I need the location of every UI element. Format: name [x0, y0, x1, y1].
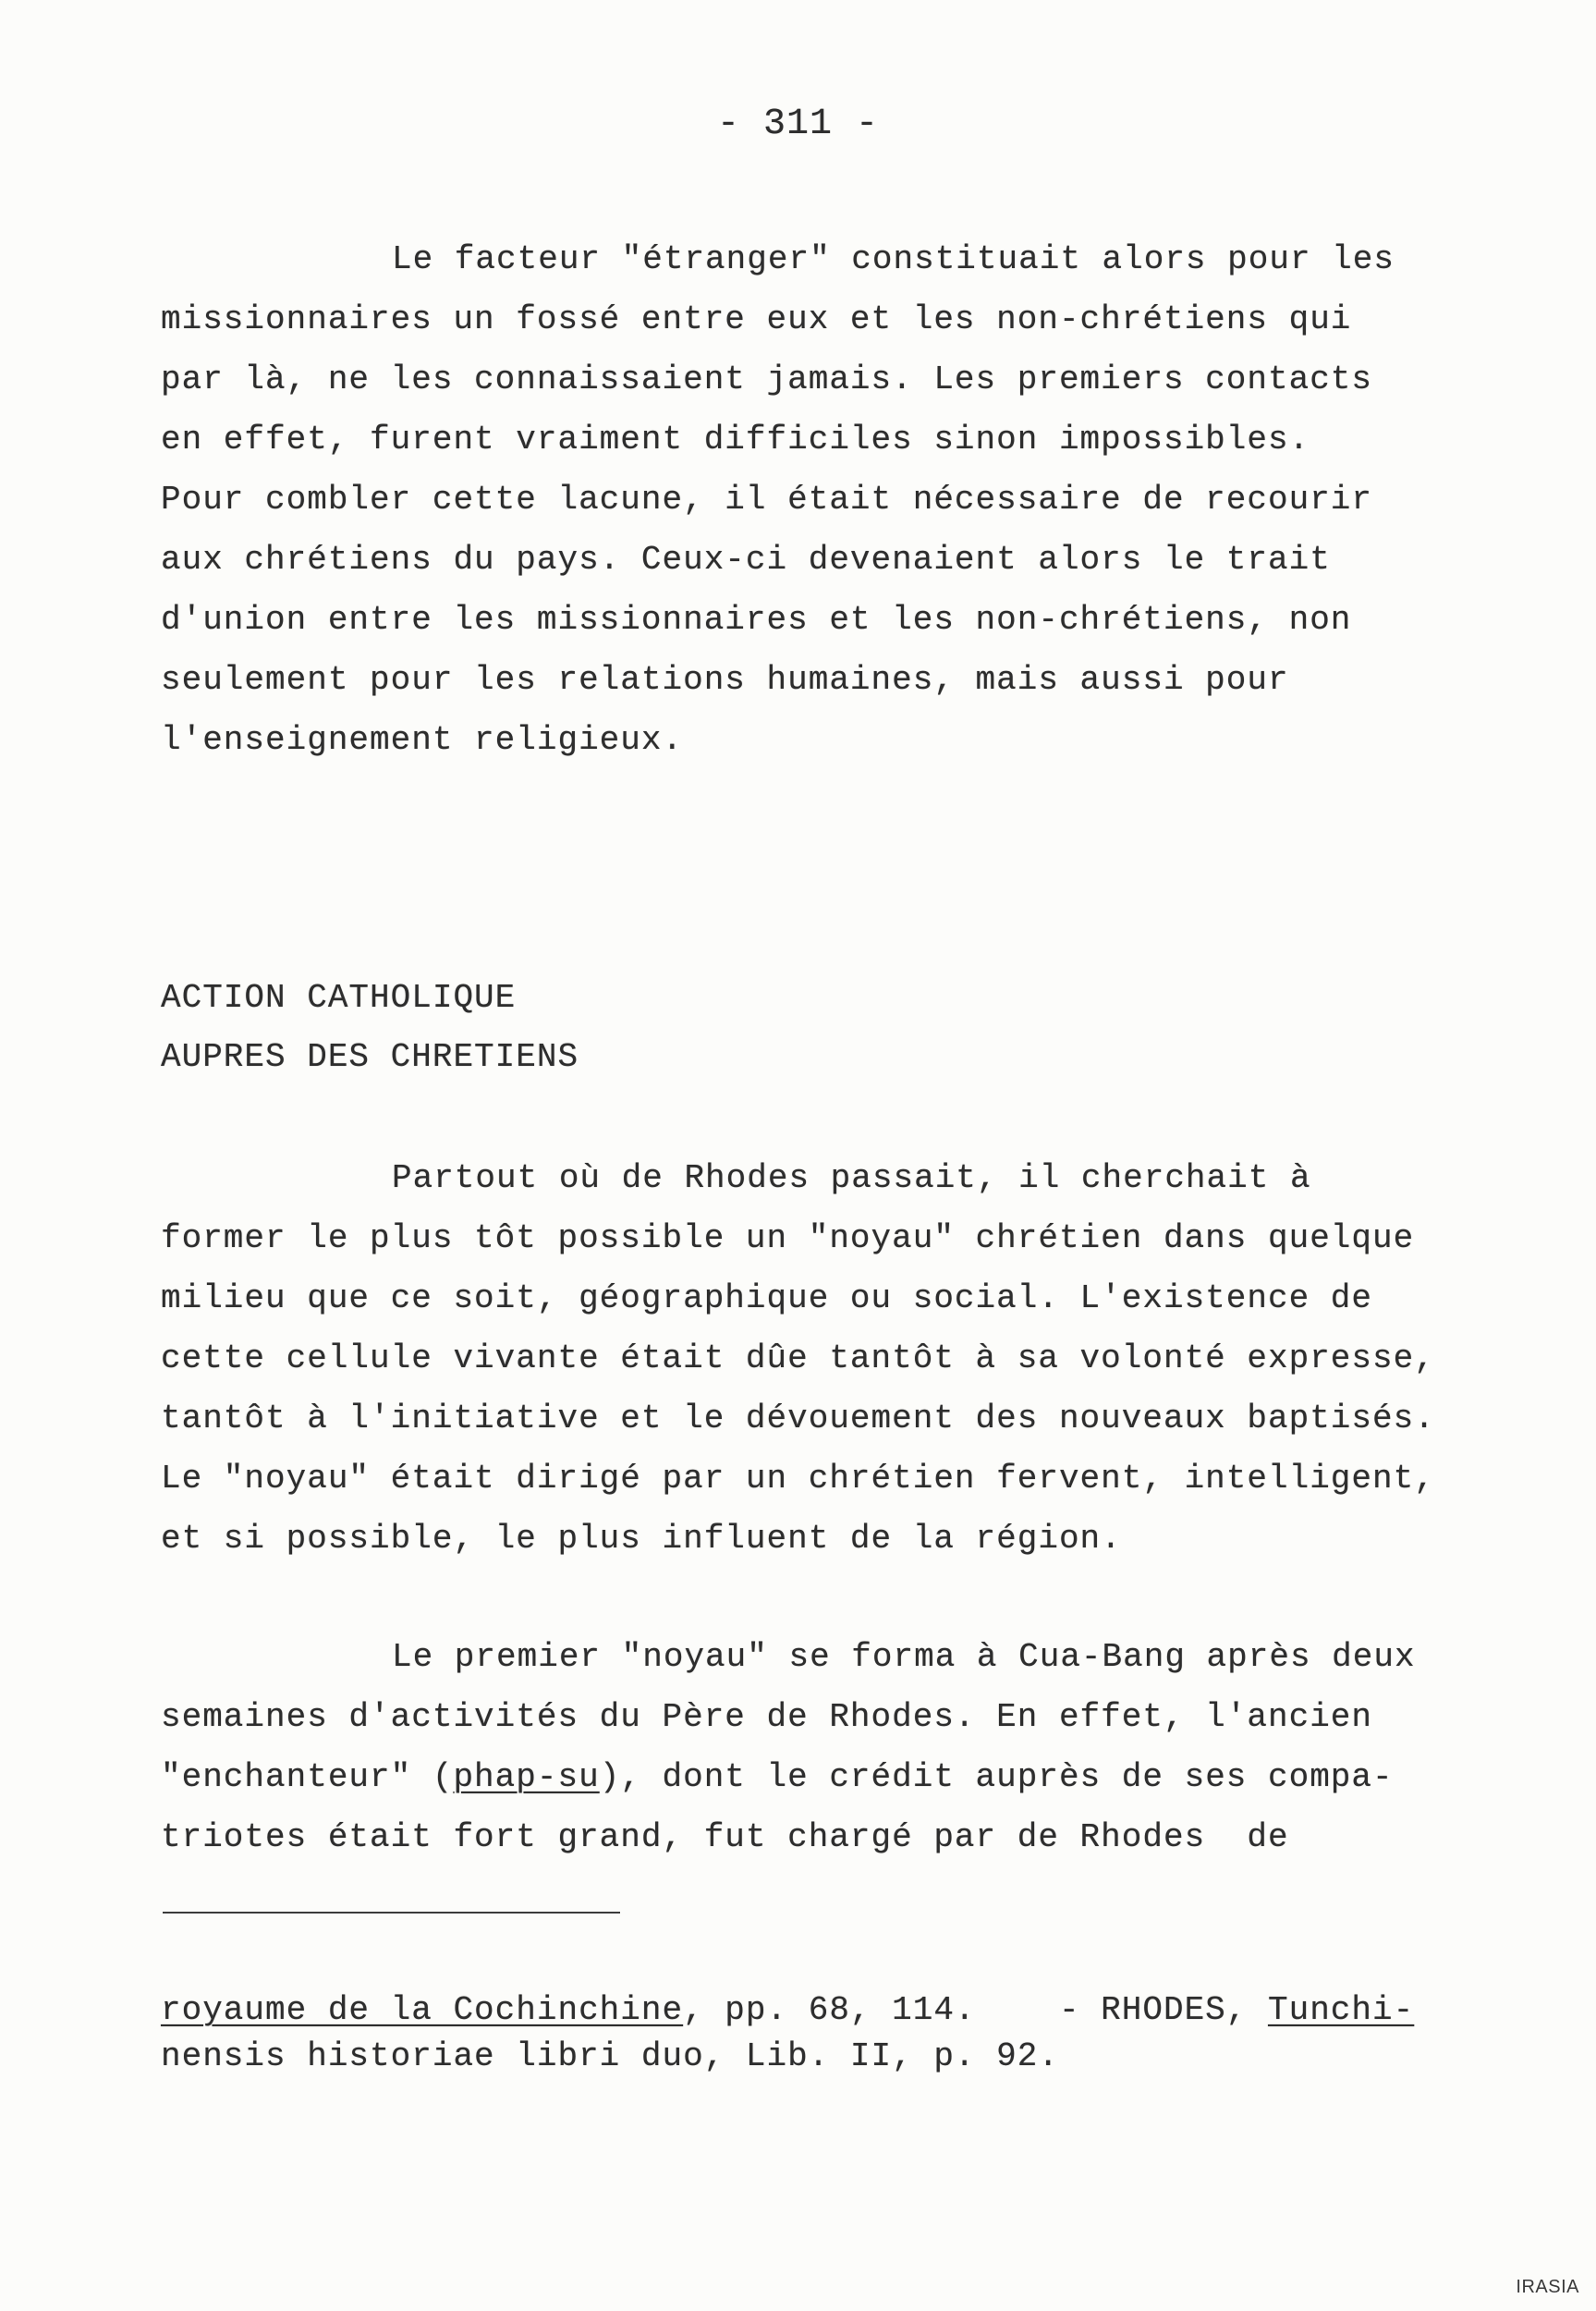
text-segment: "enchanteur" (: [161, 1758, 454, 1796]
text-line: semaines d'activités du Père de Rhodes. En effet, l'ancien: [161, 1698, 1373, 1736]
page-number: - 311 -: [716, 104, 880, 145]
text-line: Le premier "noyau" se forma à Cua-Bang après deux: [392, 1638, 1416, 1676]
footnote-line-1: [161, 1987, 1547, 2034]
text-line: missionnaires un fossé entre eux et les non-chrétiens qui: [161, 300, 1352, 338]
book-title: royaume de la Cochinchine: [161, 1991, 684, 2029]
text-line: cette cellule vivante était dûe tantôt à sa volonté expresse,: [161, 1339, 1435, 1377]
section-heading: [161, 969, 1510, 1087]
text-line: triotes était fort grand, fut chargé par de Rhodes de: [161, 1818, 1289, 1856]
text-line: former le plus tôt possible un "noyau" chrétien dans quelque: [161, 1219, 1415, 1257]
heading-line-2: AUPRES DES CHRETIENS: [161, 1038, 579, 1076]
text-line: Le "noyau" était dirigé par un chrétien fervent, intelligent,: [161, 1460, 1435, 1498]
text-line: Le facteur "étranger" constituait alors pour les: [392, 240, 1395, 278]
text-line: l'enseignement religieux.: [161, 721, 684, 759]
text-line: milieu que ce soit, géographique ou social. L'existence de: [161, 1279, 1373, 1317]
text-line: seulement pour les relations humaines, mais aussi pour: [161, 661, 1289, 699]
text-line: Pour combler cette lacune, il était nécessaire de recourir: [161, 481, 1373, 519]
text-line: aux chrétiens du pays. Ceux-ci devenaient alors le trait: [161, 541, 1331, 579]
text-line: Partout où de Rhodes passait, il cherchait à: [392, 1159, 1311, 1197]
text-segment: , pp. 68, 114. - RHODES,: [683, 1991, 1268, 2029]
watermark: IRASIA: [1516, 2277, 1579, 2297]
text-segment: ), dont le crédit auprès de ses compa-: [599, 1758, 1394, 1796]
footnote: [161, 1987, 1547, 2080]
paragraph-foreign-factor: [161, 229, 1510, 770]
text-line: par là, ne les connaissaient jamais. Les premiers contacts: [161, 361, 1373, 398]
footnote-line-2: nensis historiae libri duo, Lib. II, p. 92.: [161, 2037, 1059, 2075]
heading-line-1: ACTION CATHOLIQUE: [161, 979, 517, 1017]
paragraph-cua-bang: [161, 1627, 1510, 1867]
footnote-divider: [163, 1912, 620, 1914]
text-line: [161, 1747, 1510, 1807]
book-title: Tunchi-: [1268, 1991, 1415, 2029]
text-line: d'union entre les missionnaires et les non-chrétiens, non: [161, 601, 1352, 639]
text-line: en effet, furent vraiment difficiles sinon impossibles.: [161, 421, 1310, 459]
underlined-term: phap-su: [453, 1758, 600, 1796]
paragraph-noyau: [161, 1148, 1510, 1569]
text-line: tantôt à l'initiative et le dévouement des nouveaux baptisés.: [161, 1400, 1435, 1437]
text-line: et si possible, le plus influent de la région.: [161, 1520, 1122, 1558]
